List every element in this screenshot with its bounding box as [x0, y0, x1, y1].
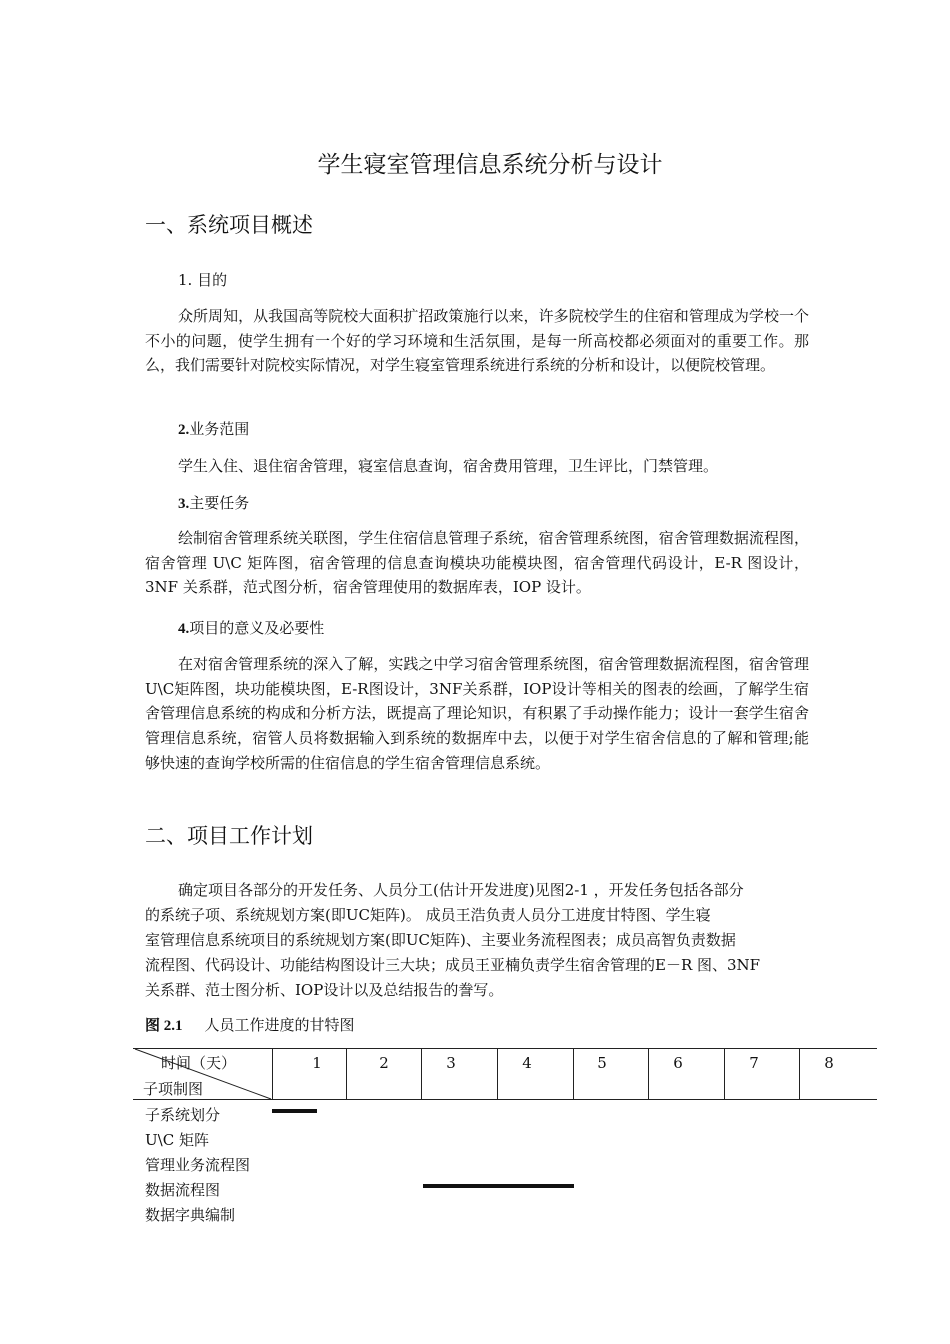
gantt-col-divider	[799, 1048, 800, 1100]
gantt-day-5: 5	[597, 1054, 607, 1072]
plan-line-5: 关系群、范士图分析、IOP设计以及总结报告的誊写。	[145, 981, 504, 999]
gantt-row-label: U\C 矩阵	[145, 1131, 209, 1149]
section-heading-overview: 一、系统项目概述	[145, 213, 313, 237]
plan-line-2: 的系统子项、系统规划方案(即UC矩阵)。 成员王浩负责人员分工进度甘特图、学生寝	[145, 906, 711, 924]
figure-caption-text: 人员工作进度的甘特图	[204, 1016, 355, 1034]
gantt-col-divider	[497, 1048, 498, 1100]
tasks-number: 3.	[178, 496, 190, 512]
figure-caption	[145, 1014, 355, 1035]
scope-paragraph: 学生入住、退住宿舍管理，寝室信息查询，宿舍费用管理，卫生评比，门禁管理。	[178, 457, 719, 475]
significance-paragraph: 在对宿舍管理系统的深入了解，实践之中学习宿舍管理系统图，宿舍管理数据流程图，宿舍管理U\C矩阵图，块功能模块图，E-R图设计，3NF关系群，IOP设计等相关的图表的绘画，了解学生宿舍管理信息系统的构成和分析方法，既提高了理论知识，有积累了手动操作能力；设计一套学生宿舍管理信息系统，宿管人员将数据输入到系统的数据库中去，以便于对学生宿舍信息的了解和管理;能够快速的查询学校所需的住宿信息的学生宿舍管理信息系统。	[145, 655, 809, 772]
gantt-day-8: 8	[824, 1054, 834, 1072]
scope-number: 2.	[178, 422, 190, 438]
tasks-paragraph: 绘制宿舍管理系统关联图，学生住宿信息管理子系统，宿舍管理系统图，宿舍管理数据流程图，宿舍管理 U\C 矩阵图，宿舍管理的信息查询模块功能模块图，宿舍管理代码设计，E-R 图设计，3NF 关系群，范式图分析，宿舍管理使用的数据库表，IOP 设计。	[145, 529, 809, 597]
gantt-row-label: 数据字典编制	[145, 1206, 236, 1224]
gantt-day-6: 6	[673, 1054, 683, 1072]
gantt-day-1: 1	[312, 1054, 322, 1072]
gantt-header-item: 子项制图	[143, 1080, 204, 1098]
gantt-bar-subsystem	[272, 1109, 317, 1113]
significance-heading-text: 项目的意义及必要性	[189, 619, 325, 637]
significance-heading	[178, 617, 324, 638]
gantt-row-label: 子系统划分	[145, 1106, 221, 1124]
gantt-row-label: 管理业务流程图	[145, 1156, 251, 1174]
gantt-day-2: 2	[379, 1054, 389, 1072]
gantt-col-divider	[573, 1048, 574, 1100]
tasks-heading-text: 主要任务	[189, 494, 250, 512]
plan-line-3: 室管理信息系统项目的系统规划方案(即UC矩阵)、主要业务流程图表；成员高智负责数据	[145, 931, 736, 949]
plan-line-1: 确定项目各部分的开发任务、人员分工(估计开发进度)见图2-1 ，开发任务包括各部分	[178, 881, 744, 899]
gantt-col-divider	[272, 1048, 273, 1100]
gantt-bar-dataflow	[423, 1184, 574, 1188]
gantt-row-label: 数据流程图	[145, 1181, 221, 1199]
gantt-day-4: 4	[522, 1054, 532, 1072]
gantt-col-divider	[724, 1048, 725, 1100]
significance-number: 4.	[178, 621, 190, 637]
purpose-heading: 1. 目的	[178, 271, 228, 289]
gantt-day-3: 3	[446, 1054, 456, 1072]
plan-line-4: 流程图、代码设计、功能结构图设计三大块；成员王亚楠负责学生宿舍管理的E－R 图、3NF	[145, 956, 761, 974]
gantt-header	[133, 1048, 877, 1100]
gantt-col-divider	[346, 1048, 347, 1100]
gantt-col-divider	[421, 1048, 422, 1100]
gantt-header-time: 时间（天）	[161, 1054, 237, 1072]
gantt-col-divider	[648, 1048, 649, 1100]
gantt-day-7: 7	[749, 1054, 759, 1072]
scope-heading-text: 业务范围	[189, 420, 250, 438]
figure-label: 图 2.1	[145, 1018, 183, 1034]
section-heading-plan: 二、项目工作计划	[145, 824, 313, 848]
document-title: 学生寝室管理信息系统分析与设计	[317, 152, 663, 178]
purpose-paragraph: 众所周知，从我国高等院校大面积扩招政策施行以来，许多院校学生的住宿和管理成为学校一个不小的问题，使学生拥有一个好的学习环境和生活氛围，是每一所高校都必须面对的重要工作。那么，我们需要针对院校实际情况，对学生寝室管理系统进行系统的分析和设计，以便院校管理。	[145, 307, 809, 375]
scope-heading	[178, 418, 249, 439]
tasks-heading	[178, 492, 249, 513]
